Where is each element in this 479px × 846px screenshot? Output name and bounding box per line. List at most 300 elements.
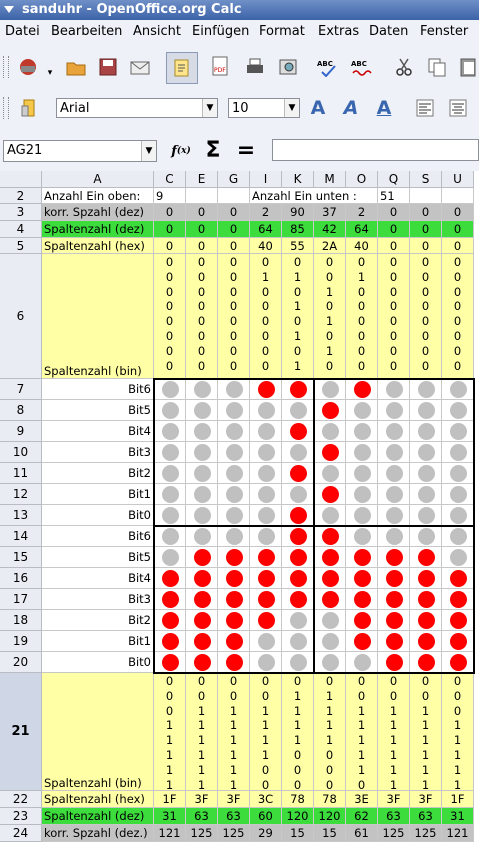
cell-a-bit[interactable]: Bit2 — [42, 463, 154, 484]
cell-dot-o[interactable] — [346, 463, 378, 484]
spreadsheet-grid[interactable] — [0, 171, 479, 846]
cell-q-r5[interactable]: 0 — [378, 238, 410, 254]
cell-s-r23[interactable]: 63 — [410, 808, 442, 825]
cell-dot-i[interactable] — [250, 484, 282, 505]
cell-a-bit[interactable]: Bit4 — [42, 421, 154, 442]
cell-i-r21[interactable] — [250, 673, 282, 791]
cell-dot-i[interactable] — [250, 400, 282, 421]
cell-e-r22[interactable]: 3F — [186, 791, 218, 808]
cell-dot-g[interactable] — [218, 610, 250, 631]
cell-dot-s[interactable] — [410, 421, 442, 442]
cell-dot-q[interactable] — [378, 568, 410, 589]
cell-dot-o[interactable] — [346, 421, 378, 442]
cell-dot-u[interactable] — [442, 442, 474, 463]
cell-e-r5[interactable]: 0 — [186, 238, 218, 254]
cell-dot-e[interactable] — [186, 442, 218, 463]
cell-dot-k[interactable] — [282, 400, 314, 421]
chevron-down-icon[interactable]: ▼ — [202, 99, 217, 117]
cell-c-r6[interactable] — [154, 254, 186, 379]
cell-dot-k[interactable] — [282, 547, 314, 568]
menu-ansicht[interactable]: Ansicht — [133, 24, 182, 39]
cell-s-r21[interactable] — [410, 673, 442, 791]
cell-u-r3[interactable]: 0 — [442, 204, 474, 221]
cell-dot-s[interactable] — [410, 400, 442, 421]
cell-u-r24[interactable]: 121 — [442, 825, 474, 842]
cell-a-r21[interactable]: Spaltenzahl (bin) — [42, 673, 154, 791]
cell-dot-k[interactable] — [282, 505, 314, 526]
font-name-select[interactable] — [56, 98, 218, 118]
menu-datei[interactable]: Datei — [5, 24, 40, 39]
cell-dot-s[interactable] — [410, 379, 442, 400]
menu-bearbeiten[interactable]: Bearbeiten — [51, 24, 123, 39]
cell-dot-o[interactable] — [346, 484, 378, 505]
align-left-icon[interactable] — [413, 96, 437, 120]
row-header-11[interactable]: 11 — [0, 463, 42, 484]
sum-icon[interactable]: Σ — [205, 137, 221, 163]
cell-dot-m[interactable] — [314, 463, 346, 484]
align-center-icon[interactable] — [446, 96, 470, 120]
cell-a-bit[interactable]: Bit3 — [42, 442, 154, 463]
cell-q-r21[interactable] — [378, 673, 410, 791]
cell-a-r5[interactable]: Spaltenzahl (hex) — [42, 238, 154, 254]
open-icon[interactable] — [64, 55, 88, 79]
cell-e-r24[interactable]: 125 — [186, 825, 218, 842]
cell-dot-m[interactable] — [314, 652, 346, 673]
cell-dot-c[interactable] — [154, 631, 186, 652]
column-header-i[interactable]: I — [250, 171, 282, 188]
cell-dot-s[interactable] — [410, 631, 442, 652]
name-box[interactable] — [3, 140, 157, 162]
cell-dot-e[interactable] — [186, 400, 218, 421]
cell-o-r23[interactable]: 62 — [346, 808, 378, 825]
cell-q-r23[interactable]: 63 — [378, 808, 410, 825]
row-header-9[interactable]: 9 — [0, 421, 42, 442]
cell-dot-i[interactable] — [250, 463, 282, 484]
row-header-17[interactable]: 17 — [0, 589, 42, 610]
cell-q-r22[interactable]: 3F — [378, 791, 410, 808]
cell-dot-s[interactable] — [410, 568, 442, 589]
cell-dot-o[interactable] — [346, 400, 378, 421]
cell-dot-e[interactable] — [186, 526, 218, 547]
cell-dot-m[interactable] — [314, 505, 346, 526]
cell-a-r3[interactable]: korr. Spzahl (dez) — [42, 204, 154, 221]
cell-dot-m[interactable] — [314, 568, 346, 589]
cell-dot-m[interactable] — [314, 442, 346, 463]
cell-k-r5[interactable]: 55 — [282, 238, 314, 254]
cell-dot-g[interactable] — [218, 505, 250, 526]
cell-dot-u[interactable] — [442, 589, 474, 610]
cell-dot-e[interactable] — [186, 610, 218, 631]
chevron-down-icon[interactable]: ▼ — [284, 99, 299, 117]
cell-g-r6[interactable] — [218, 254, 250, 379]
cell-c-r4[interactable]: 0 — [154, 221, 186, 238]
cell-m-r5[interactable]: 2A — [314, 238, 346, 254]
cell-q2[interactable]: 51 — [378, 188, 410, 204]
cell-e-r3[interactable]: 0 — [186, 204, 218, 221]
cell-a-bit[interactable]: Bit0 — [42, 652, 154, 673]
column-header-m[interactable]: M — [314, 171, 346, 188]
cell-dot-e[interactable] — [186, 484, 218, 505]
cell-dot-c[interactable] — [154, 526, 186, 547]
edit-file-icon[interactable] — [166, 52, 198, 84]
cell-dot-k[interactable] — [282, 610, 314, 631]
cell-m-r4[interactable]: 42 — [314, 221, 346, 238]
cell-dot-g[interactable] — [218, 568, 250, 589]
cell-dot-q[interactable] — [378, 631, 410, 652]
cell-dot-s[interactable] — [410, 547, 442, 568]
load-url-icon[interactable] — [16, 55, 40, 79]
cell-dot-c[interactable] — [154, 379, 186, 400]
cell-dot-k[interactable] — [282, 526, 314, 547]
spellcheck-icon[interactable] — [316, 55, 340, 79]
cell-k-r22[interactable]: 78 — [282, 791, 314, 808]
cell-dot-g[interactable] — [218, 442, 250, 463]
cell-dot-m[interactable] — [314, 631, 346, 652]
cell-g-r3[interactable]: 0 — [218, 204, 250, 221]
column-header-o[interactable]: O — [346, 171, 378, 188]
cell-dot-u[interactable] — [442, 547, 474, 568]
cell-dot-s[interactable] — [410, 610, 442, 631]
menu-daten[interactable]: Daten — [369, 24, 409, 39]
cell-dot-g[interactable] — [218, 589, 250, 610]
cell-dot-e[interactable] — [186, 589, 218, 610]
cell-dot-e[interactable] — [186, 463, 218, 484]
row-header-6[interactable]: 6 — [0, 254, 42, 379]
cell-c-r23[interactable]: 31 — [154, 808, 186, 825]
cell-dot-c[interactable] — [154, 547, 186, 568]
cell-dot-k[interactable] — [282, 484, 314, 505]
cell-dot-q[interactable] — [378, 400, 410, 421]
stylist-icon[interactable] — [18, 96, 42, 120]
cell-i-r4[interactable]: 64 — [250, 221, 282, 238]
cell-dot-q[interactable] — [378, 484, 410, 505]
cell-k-r3[interactable]: 90 — [282, 204, 314, 221]
cell-dot-i[interactable] — [250, 589, 282, 610]
column-header-a[interactable]: A — [42, 171, 154, 188]
cell-a-r6[interactable]: Spaltenzahl (bin) — [42, 254, 154, 379]
cell-o-r21[interactable] — [346, 673, 378, 791]
cell-dot-g[interactable] — [218, 547, 250, 568]
cell-c2[interactable]: 9 — [154, 188, 186, 204]
cell-dot-c[interactable] — [154, 463, 186, 484]
cell-dot-c[interactable] — [154, 442, 186, 463]
cell-dot-q[interactable] — [378, 505, 410, 526]
cell-dot-c[interactable] — [154, 484, 186, 505]
cell-s-r4[interactable]: 0 — [410, 221, 442, 238]
cell-dot-k[interactable] — [282, 379, 314, 400]
cell-s-r3[interactable]: 0 — [410, 204, 442, 221]
cell-dot-i[interactable] — [250, 505, 282, 526]
cell-dot-i[interactable] — [250, 610, 282, 631]
cell-a-bit[interactable]: Bit5 — [42, 547, 154, 568]
cell-a-r24[interactable]: korr. Spzahl (dez.) — [42, 825, 154, 842]
cell-dot-c[interactable] — [154, 568, 186, 589]
cell-dot-o[interactable] — [346, 631, 378, 652]
row-header-7[interactable]: 7 — [0, 379, 42, 400]
cell-g-r5[interactable]: 0 — [218, 238, 250, 254]
row-header-3[interactable]: 3 — [0, 204, 42, 221]
cell-dot-q[interactable] — [378, 547, 410, 568]
export-pdf-icon[interactable] — [208, 55, 232, 79]
cell-a-r4[interactable]: Spaltenzahl (dez) — [42, 221, 154, 238]
column-header-e[interactable]: E — [186, 171, 218, 188]
cell-o-r5[interactable]: 40 — [346, 238, 378, 254]
row-header-5[interactable]: 5 — [0, 238, 42, 254]
toolbar-grip[interactable] — [3, 97, 9, 119]
column-header-s[interactable]: S — [410, 171, 442, 188]
font-size-select[interactable] — [228, 98, 300, 118]
row-header-12[interactable]: 12 — [0, 484, 42, 505]
menu-format[interactable]: Format — [259, 24, 305, 39]
email-icon[interactable] — [128, 55, 152, 79]
cell-a-r22[interactable]: Spaltenzahl (hex) — [42, 791, 154, 808]
cell-q-r3[interactable]: 0 — [378, 204, 410, 221]
cell-dot-g[interactable] — [218, 631, 250, 652]
cell-dot-u[interactable] — [442, 400, 474, 421]
cell-s-r6[interactable] — [410, 254, 442, 379]
cell-dot-q[interactable] — [378, 526, 410, 547]
row-header-19[interactable]: 19 — [0, 631, 42, 652]
column-header-q[interactable]: Q — [378, 171, 410, 188]
cell-u-r22[interactable]: 1F — [442, 791, 474, 808]
cell-dot-e[interactable] — [186, 652, 218, 673]
function-icon[interactable]: = — [236, 137, 256, 163]
cell-dot-q[interactable] — [378, 379, 410, 400]
cell-a-bit[interactable]: Bit3 — [42, 589, 154, 610]
cell-dot-e[interactable] — [186, 568, 218, 589]
cell-e-r4[interactable]: 0 — [186, 221, 218, 238]
cell-dot-s[interactable] — [410, 589, 442, 610]
cell-dot-k[interactable] — [282, 631, 314, 652]
cell-dot-i[interactable] — [250, 379, 282, 400]
cell-s-r22[interactable]: 3F — [410, 791, 442, 808]
cell-m-r22[interactable]: 78 — [314, 791, 346, 808]
page-preview-icon[interactable] — [276, 55, 300, 79]
cell-dot-e[interactable] — [186, 421, 218, 442]
cell-i-r23[interactable]: 60 — [250, 808, 282, 825]
autospellcheck-icon[interactable] — [350, 55, 374, 79]
cell-u-r4[interactable]: 0 — [442, 221, 474, 238]
cell-dot-i[interactable] — [250, 442, 282, 463]
cut-icon[interactable] — [392, 55, 416, 79]
cell-dot-i[interactable] — [250, 652, 282, 673]
cell-dot-o[interactable] — [346, 610, 378, 631]
cell-dot-g[interactable] — [218, 484, 250, 505]
cell-s-r5[interactable]: 0 — [410, 238, 442, 254]
cell-dot-m[interactable] — [314, 421, 346, 442]
cell-dot-k[interactable] — [282, 589, 314, 610]
bold-icon[interactable]: A — [310, 97, 326, 119]
cell-dot-s[interactable] — [410, 442, 442, 463]
cell-m-r21[interactable] — [314, 673, 346, 791]
cell-g-r4[interactable]: 0 — [218, 221, 250, 238]
cell-dot-i[interactable] — [250, 631, 282, 652]
cell-dot-m[interactable] — [314, 589, 346, 610]
cell-dot-e[interactable] — [186, 631, 218, 652]
cell-dot-e[interactable] — [186, 547, 218, 568]
cell-dot-k[interactable] — [282, 568, 314, 589]
cell-a2[interactable]: Anzahl Ein oben: — [42, 188, 154, 204]
print-icon[interactable] — [243, 55, 267, 79]
chevron-down-icon[interactable]: ▼ — [141, 141, 156, 161]
cell-dot-u[interactable] — [442, 484, 474, 505]
row-header-10[interactable]: 10 — [0, 442, 42, 463]
cell-e-r6[interactable] — [186, 254, 218, 379]
cell-m-r23[interactable]: 120 — [314, 808, 346, 825]
cell-dot-c[interactable] — [154, 652, 186, 673]
cell-dot-u[interactable] — [442, 505, 474, 526]
save-icon[interactable] — [96, 55, 120, 79]
cell-dot-c[interactable] — [154, 610, 186, 631]
menu-extras[interactable]: Extras — [318, 24, 360, 39]
cell-dot-q[interactable] — [378, 610, 410, 631]
copy-icon[interactable] — [425, 55, 449, 79]
cell-g-r21[interactable] — [218, 673, 250, 791]
select-all-corner[interactable] — [0, 171, 42, 188]
cell-dot-s[interactable] — [410, 526, 442, 547]
cell-dot-u[interactable] — [442, 379, 474, 400]
cell-dot-m[interactable] — [314, 547, 346, 568]
row-header-24[interactable]: 24 — [0, 825, 42, 842]
cell-a-r23[interactable]: Spaltenzahl (dez) — [42, 808, 154, 825]
row-header-4[interactable]: 4 — [0, 221, 42, 238]
row-header-23[interactable]: 23 — [0, 808, 42, 825]
column-header-u[interactable]: U — [442, 171, 474, 188]
cell-dot-c[interactable] — [154, 505, 186, 526]
cell-dot-k[interactable] — [282, 421, 314, 442]
row-header-22[interactable]: 22 — [0, 791, 42, 808]
cell-dot-m[interactable] — [314, 400, 346, 421]
cell-u-r5[interactable]: 0 — [442, 238, 474, 254]
row-header-15[interactable]: 15 — [0, 547, 42, 568]
cell-i-r22[interactable]: 3C — [250, 791, 282, 808]
menu-einfuegen[interactable]: Einfügen — [192, 24, 250, 39]
cell-dot-q[interactable] — [378, 589, 410, 610]
cell-o-r3[interactable]: 2 — [346, 204, 378, 221]
cell-dot-k[interactable] — [282, 463, 314, 484]
cell-a-bit[interactable]: Bit1 — [42, 484, 154, 505]
cell-i-r3[interactable]: 2 — [250, 204, 282, 221]
cell-a-bit[interactable]: Bit2 — [42, 610, 154, 631]
cell-q-r24[interactable]: 125 — [378, 825, 410, 842]
cell-k-r4[interactable]: 85 — [282, 221, 314, 238]
cell-dot-u[interactable] — [442, 568, 474, 589]
cell-dot-q[interactable] — [378, 652, 410, 673]
cell-dot-q[interactable] — [378, 463, 410, 484]
cell-dot-c[interactable] — [154, 421, 186, 442]
cell-a-bit[interactable]: Bit6 — [42, 526, 154, 547]
cell-a-bit[interactable]: Bit6 — [42, 379, 154, 400]
row-header-20[interactable]: 20 — [0, 652, 42, 673]
toolbar-grip[interactable] — [3, 56, 9, 78]
cell-dot-c[interactable] — [154, 400, 186, 421]
cell-k-r23[interactable]: 120 — [282, 808, 314, 825]
row-header-13[interactable]: 13 — [0, 505, 42, 526]
cell-e2[interactable] — [186, 188, 218, 204]
cell-dot-i[interactable] — [250, 568, 282, 589]
cell-a-bit[interactable]: Bit5 — [42, 400, 154, 421]
cell-dot-g[interactable] — [218, 652, 250, 673]
cell-dot-g[interactable] — [218, 400, 250, 421]
cell-c-r3[interactable]: 0 — [154, 204, 186, 221]
cell-dot-k[interactable] — [282, 442, 314, 463]
cell-m-r3[interactable]: 37 — [314, 204, 346, 221]
cell-dot-m[interactable] — [314, 610, 346, 631]
cell-u-r21[interactable] — [442, 673, 474, 791]
cell-o-r22[interactable]: 3E — [346, 791, 378, 808]
cell-dot-o[interactable] — [346, 652, 378, 673]
cell-dot-m[interactable] — [314, 484, 346, 505]
window-menu-icon[interactable] — [4, 6, 14, 13]
cell-dot-e[interactable] — [186, 379, 218, 400]
cell-m-r24[interactable]: 15 — [314, 825, 346, 842]
cell-dot-s[interactable] — [410, 505, 442, 526]
cell-a-bit[interactable]: Bit1 — [42, 631, 154, 652]
cell-dot-o[interactable] — [346, 442, 378, 463]
cell-g-r24[interactable]: 125 — [218, 825, 250, 842]
row-header-16[interactable]: 16 — [0, 568, 42, 589]
cell-dot-m[interactable] — [314, 379, 346, 400]
cell-dot-s[interactable] — [410, 484, 442, 505]
cell-g2[interactable] — [218, 188, 250, 204]
cell-dot-e[interactable] — [186, 505, 218, 526]
cell-o-r24[interactable]: 61 — [346, 825, 378, 842]
cell-i-r5[interactable]: 40 — [250, 238, 282, 254]
column-header-g[interactable]: G — [218, 171, 250, 188]
cell-i2[interactable]: Anzahl Ein unten : — [250, 188, 378, 204]
cell-g-r23[interactable]: 63 — [218, 808, 250, 825]
row-header-2[interactable]: 2 — [0, 188, 42, 204]
row-header-14[interactable]: 14 — [0, 526, 42, 547]
cell-u-r6[interactable] — [442, 254, 474, 379]
function-wizard-icon[interactable]: f (x) — [171, 143, 191, 159]
cell-a-bit[interactable]: Bit4 — [42, 568, 154, 589]
cell-dot-o[interactable] — [346, 568, 378, 589]
cell-dot-o[interactable] — [346, 379, 378, 400]
cell-e-r21[interactable] — [186, 673, 218, 791]
formula-input[interactable] — [272, 139, 479, 161]
cell-dot-q[interactable] — [378, 442, 410, 463]
cell-c-r5[interactable]: 0 — [154, 238, 186, 254]
cell-k-r24[interactable]: 15 — [282, 825, 314, 842]
cell-dot-g[interactable] — [218, 379, 250, 400]
row-header-18[interactable]: 18 — [0, 610, 42, 631]
cell-e-r23[interactable]: 63 — [186, 808, 218, 825]
cell-i-r6[interactable] — [250, 254, 282, 379]
cell-g-r22[interactable]: 3F — [218, 791, 250, 808]
cell-dot-u[interactable] — [442, 526, 474, 547]
cell-dot-u[interactable] — [442, 421, 474, 442]
cell-i-r24[interactable]: 29 — [250, 825, 282, 842]
cell-dot-o[interactable] — [346, 547, 378, 568]
cell-q-r4[interactable]: 0 — [378, 221, 410, 238]
cell-k-r6[interactable] — [282, 254, 314, 379]
cell-dot-s[interactable] — [410, 652, 442, 673]
cell-c-r21[interactable] — [154, 673, 186, 791]
menu-fenster[interactable]: Fenster — [420, 24, 469, 39]
cell-c-r24[interactable]: 121 — [154, 825, 186, 842]
cell-dot-i[interactable] — [250, 547, 282, 568]
cell-dot-u[interactable] — [442, 463, 474, 484]
cell-s-r24[interactable]: 125 — [410, 825, 442, 842]
cell-dot-m[interactable] — [314, 526, 346, 547]
cell-u-r23[interactable]: 31 — [442, 808, 474, 825]
cell-dot-q[interactable] — [378, 421, 410, 442]
column-header-c[interactable]: C — [154, 171, 186, 188]
cell-s2[interactable] — [410, 188, 442, 204]
cell-o-r6[interactable] — [346, 254, 378, 379]
column-header-k[interactable]: K — [282, 171, 314, 188]
